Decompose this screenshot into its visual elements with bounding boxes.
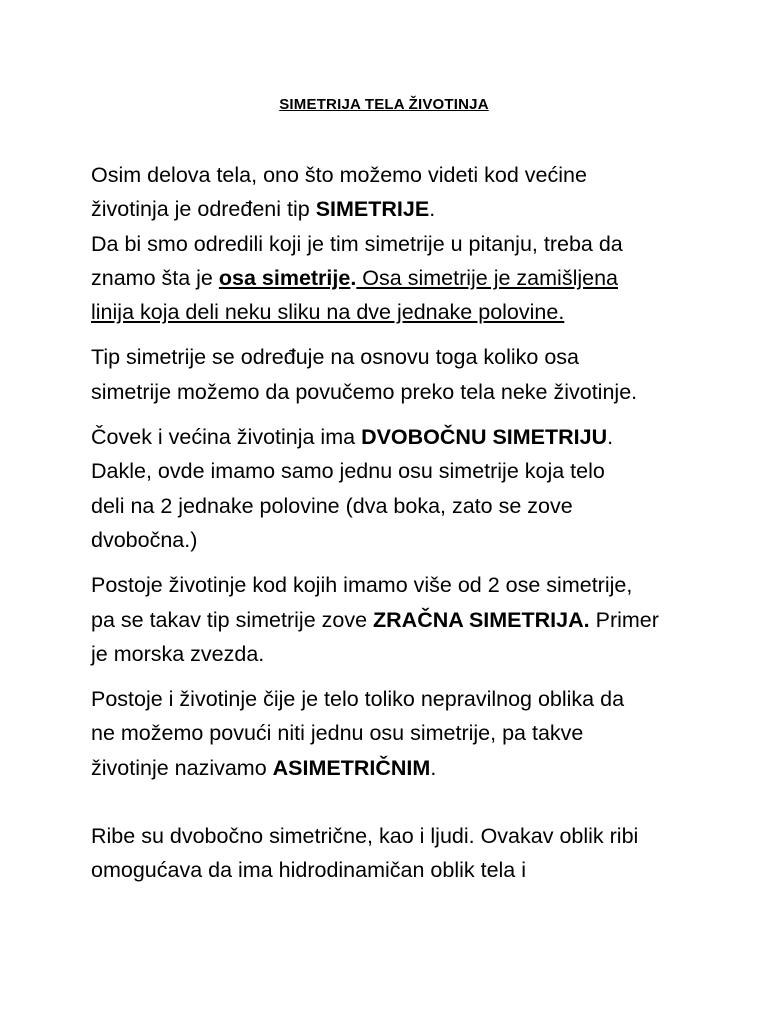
p4-line-2 (91, 603, 691, 637)
p4-bold-term: ZRAČNA SIMETRIJA. (373, 607, 590, 632)
p1-bold-term: SIMETRIJE (315, 197, 430, 222)
p3-line-1-text: Čovek i većina životinja ima (91, 425, 362, 450)
p4-line-2-text: pa se takav tip simetrije zove (91, 607, 374, 632)
p4-line-3: je morska zvezda. (91, 641, 265, 666)
paragraph-2 (91, 340, 691, 409)
p5-line-3-end: . (430, 755, 437, 780)
p6-line-1: Ribe su dvobočno simetrične, kao i ljudi. Ovakav oblik ribi (91, 824, 639, 849)
p1-bold-period: . (350, 265, 357, 290)
document-body (91, 158, 691, 899)
p4-line-1: Postoje životinje kod kojih imamo više od 2 ose simetrije, (91, 573, 633, 598)
p1-underlined-definition-start: Osa simetrije je zamišljena (356, 265, 618, 290)
p5-line-1: Postoje i životinje čije je telo toliko nepravilnog oblika da (91, 687, 625, 712)
p2-line-1: Tip simetrije se određuje na osnovu toga koliko osa (91, 345, 580, 370)
paragraph-5 (91, 682, 691, 785)
paragraph-1 (91, 158, 691, 329)
p1-line-2 (91, 192, 691, 226)
p1-underlined-definition-end: linija koja deli neku sliku na dve jednake polovine. (91, 300, 565, 325)
paragraph-4 (91, 568, 691, 671)
p3-line-1-end: . (607, 425, 614, 450)
p1-line-2-end: . (429, 197, 436, 222)
p3-bold-term: DVOBOČNU SIMETRIJU (361, 425, 608, 450)
p5-line-3-text: životinje nazivamo (91, 755, 273, 780)
p2-line-2: simetrije možemo da povučemo preko tela neke životinje. (91, 379, 638, 404)
p3-line-2: Dakle, ovde imamo samo jednu osu simetrije koja telo (91, 459, 605, 484)
p1-line-4 (91, 261, 691, 295)
p3-line-1 (91, 420, 691, 454)
p1-line-2-text: životinja je određeni tip (91, 197, 316, 222)
p6-line-2: omogućava da ima hidrodinamičan oblik tela i (91, 858, 527, 883)
p1-line-3: Da bi smo odredili koji je tim simetrije u pitanju, treba da (91, 231, 623, 256)
p4-line-2-end: Primer (589, 607, 659, 632)
p5-line-3 (91, 751, 691, 785)
paragraph-6 (91, 819, 691, 888)
p3-line-4: dvobočna.) (91, 527, 198, 552)
p1-line-4-text: znamo šta je (91, 265, 219, 290)
paragraph-3 (91, 420, 691, 557)
p1-bold-underlined-term: osa simetrije (218, 265, 351, 290)
p3-line-3: deli na 2 jednake polovine (dva boka, zato se zove (91, 493, 573, 518)
p1-line-1: Osim delova tela, ono što možemo videti kod većine (91, 163, 587, 187)
p5-line-2: ne možemo povući niti jednu osu simetrije, pa takve (91, 721, 584, 746)
p5-bold-term: ASIMETRIČNIM (272, 755, 431, 780)
document-title: SIMETRIJA TELA ŽIVOTINJA (279, 96, 489, 113)
